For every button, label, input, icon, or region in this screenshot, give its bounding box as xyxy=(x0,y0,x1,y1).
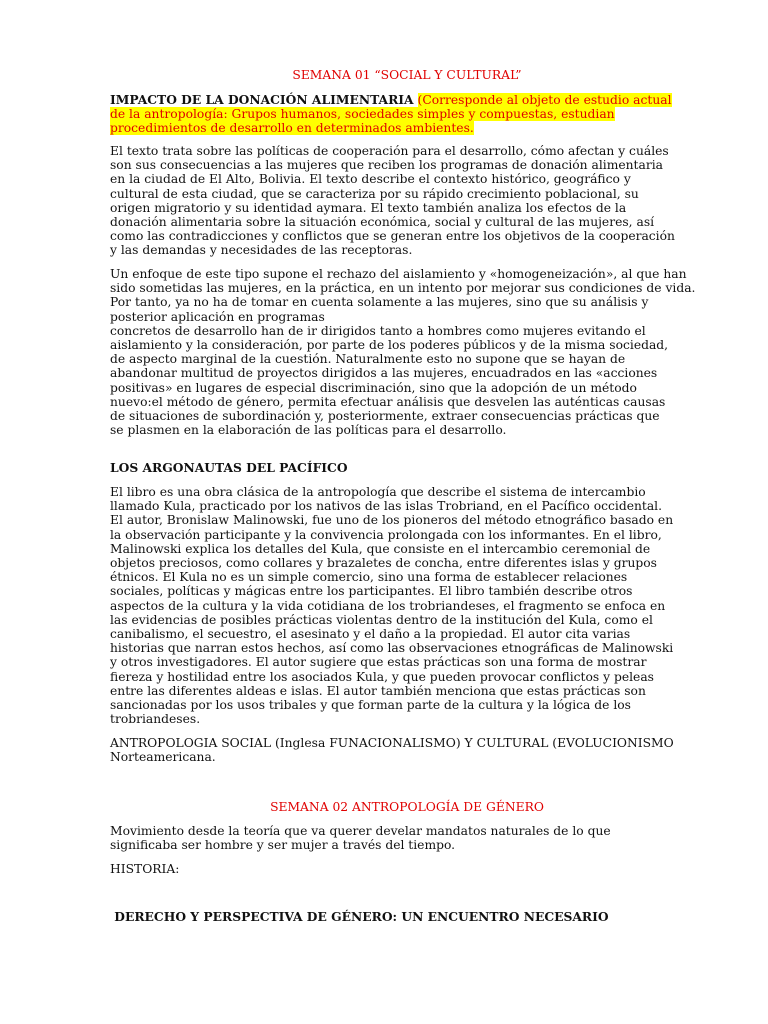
week2-title: SEMANA 02 ANTROPOLOGÍA DE GÉNERO xyxy=(270,800,544,814)
impact-paragraph-1: El texto trata sobre las políticas de cooperación para el desarrollo, cómo afectan y cuáles son sus consecuencias a las mujeres que reciben los programas de donación alimentaria en la ciudad de El Alto, Bolivia. El texto describe el contexto histórico, geográfico y cultural de esta ciudad, que se caracteriza por su rápido crecimiento poblacional, su origen migratorio y su identidad aymara. El texto también analiza los efectos de la donación alimentaria sobre la situación económica, social y cultural de las mujeres, así como las contradicciones y conflictos que se generan entre los objetivos de la cooperación y las demandas y necesidades de las receptoras. xyxy=(110,144,675,258)
week1-title: SEMANA 01 “SOCIAL Y CULTURAL” xyxy=(292,68,522,82)
social-cultural-line: ANTROPOLOGIA SOCIAL (Inglesa FUNACIONALISMO) Y CULTURAL (EVOLUCIONISMO Norteamericana. xyxy=(110,736,674,765)
argonauts-heading: LOS ARGONAUTAS DEL PACÍFICO xyxy=(110,460,348,475)
gender-paragraph: Movimiento desde la teoría que va querer develar mandatos naturales de lo que significaba ser hombre y ser mujer a través del tiempo. xyxy=(110,824,611,853)
impact-heading: IMPACTO DE LA DONACIÓN ALIMENTARIA xyxy=(110,92,414,107)
impact-section-header xyxy=(110,93,730,136)
argonauts-paragraph: El libro es una obra clásica de la antropología que describe el sistema de intercambio llamado Kula, practicado por los nativos de las islas Trobriand, en el Pacífico occidental. El autor, Bronislaw Malinowski, fue uno de los pioneros del método etnográfico basado en la observación participante y la convivencia prolongada con los informantes. En el libro, Malinowski explica los detalles del Kula, que consiste en el intercambio ceremonial de objetos preciosos, como collares y brazaletes de concha, entre diferentes islas y grupos étnicos. El Kula no es un simple comercio, sino una forma de establecer relaciones sociales, políticas y mágicas entre los participantes. El libro también describe otros aspectos de la cultura y la vida cotidiana de los trobriandeses, el fragmento se enfoca en las evidencias de posibles prácticas violentas dentro de la institución del Kula, como el canibalismo, el secuestro, el asesinato y el daño a la propiedad. El autor cita varias historias que narran estos hechos, así como las observaciones etnográficas de Malinowski y otros investigadores. El autor sugiere que estas prácticas son una forma de mostrar fiereza y hostilidad entre los asociados Kula, y que pueden provocar conflictos y peleas entre las diferentes aldeas e islas. El autor también menciona que estas prácticas son sancionadas por los usos tribales y que forman parte de la cultura y la lógica de los trobriandeses. xyxy=(110,485,674,727)
history-label: HISTORIA: xyxy=(110,862,180,876)
impact-note-line-3: procedimientos de desarrollo en determinados ambientes. xyxy=(110,121,474,136)
impact-note-line-2: de la antropología: Grupos humanos, sociedades simples y compuestas, estudian xyxy=(110,107,615,122)
law-gender-heading: DERECHO Y PERSPECTIVA DE GÉNERO: UN ENCUENTRO NECESARIO xyxy=(110,909,609,924)
impact-note-line-1: (Corresponde al objeto de estudio actual xyxy=(417,93,672,107)
impact-paragraph-2: Un enfoque de este tipo supone el rechazo del aislamiento y «homogeneización», al que han sido sometidas las mujeres, en la práctica, en un intento por mejorar sus condiciones de vida. Por tanto, ya no ha de tomar en cuenta solamente a las mujeres, sino que su análisis y posterior aplicación en programas concretos de desarrollo han de ir dirigidos tanto a hombres como mujeres evitando el aislamiento y la consideración, por parte de los poderes públicos y de la misma sociedad, de aspecto marginal de la cuestión. Naturalmente esto no supone que se hayan de abandonar multitud de proyectos dirigidos a las mujeres, encuadrados en las «acciones positivas» en lugares de especial discriminación, sino que la adopción de un método nuevo:el método de género, permita efectuar análisis que desvelen las auténticas causas de situaciones de subordinación y, posteriormente, extraer consecuencias prácticas que se plasmen en la elaboración de las políticas para el desarrollo. xyxy=(110,267,696,438)
